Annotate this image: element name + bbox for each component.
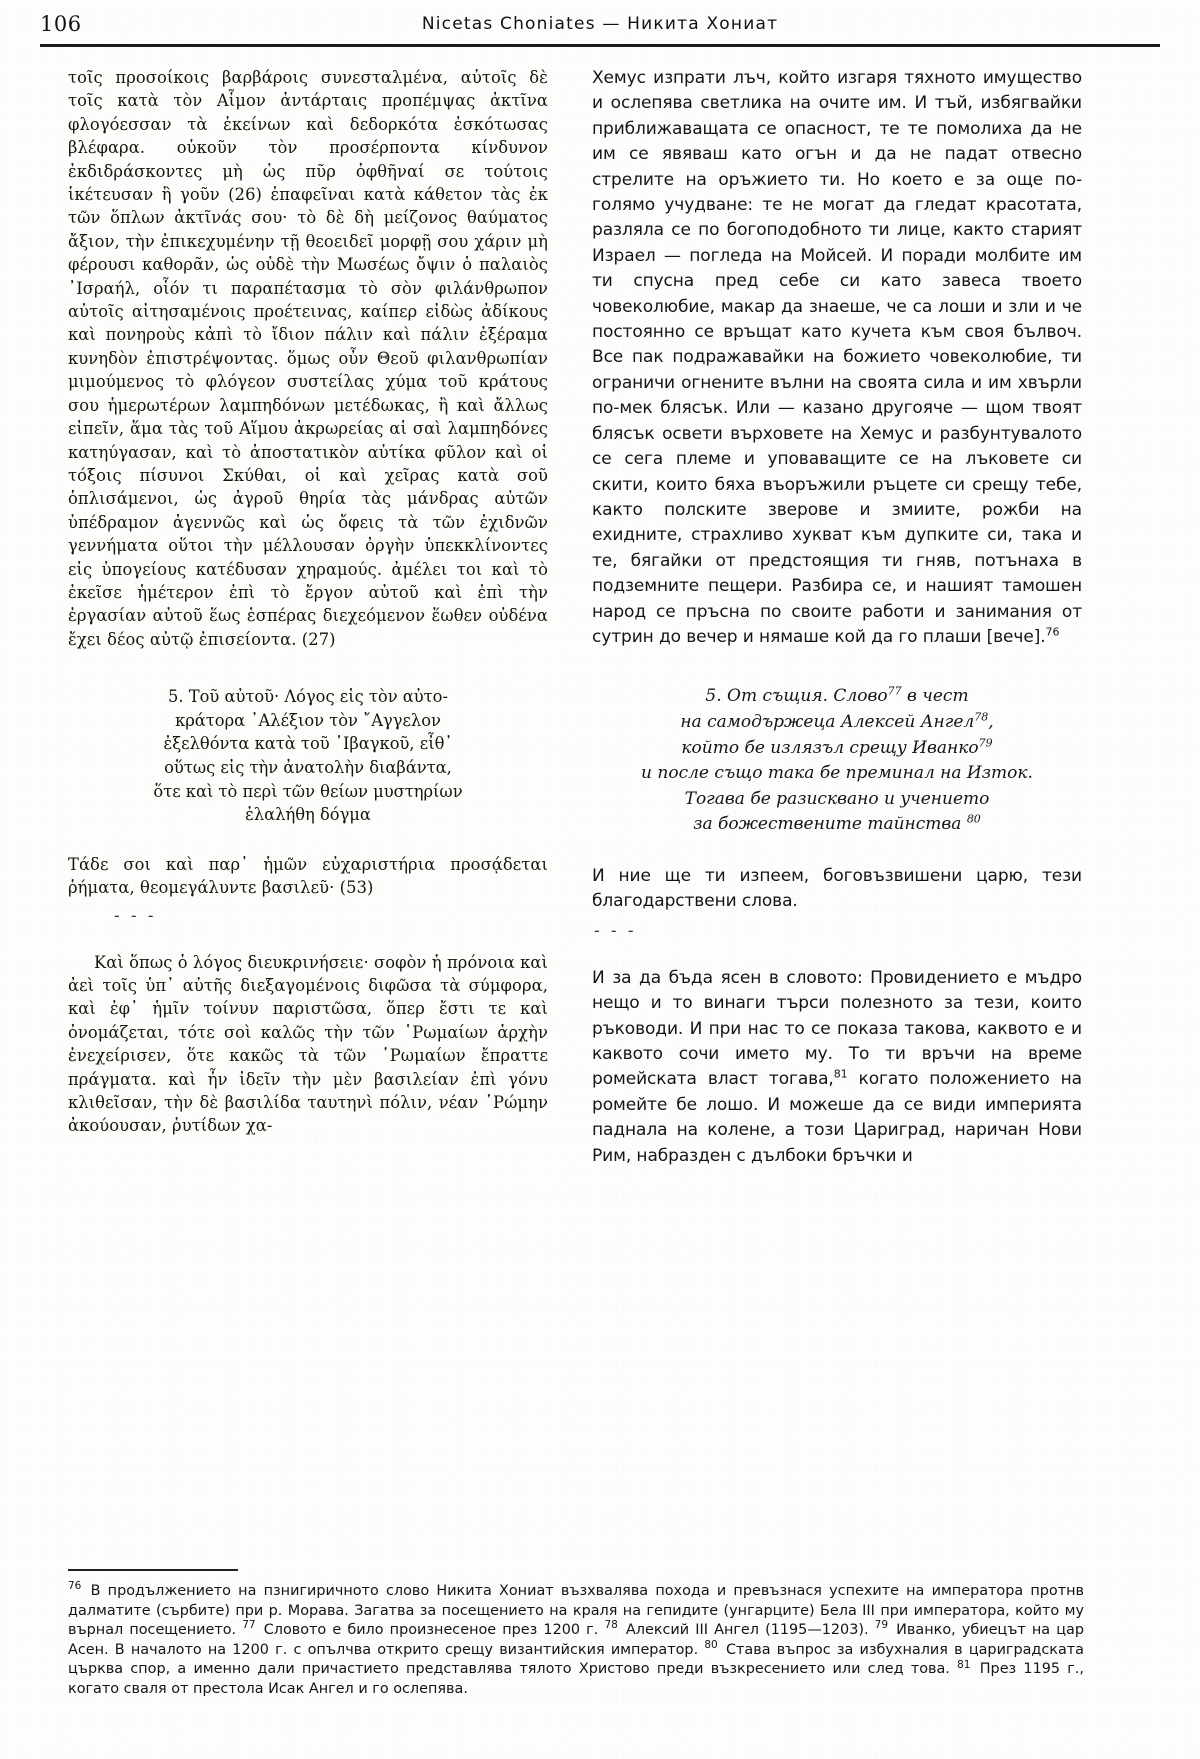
bulgarian-heading-line-5: Тогава бе разисквано и учението	[684, 788, 990, 809]
bulgarian-heading-line-4: и после също така бе преминал на Изток.	[641, 763, 1033, 784]
greek-heading-line-6: ἐλαλήθη δόγμα	[245, 805, 371, 825]
greek-heading-line-4: οὕτως εἰς τὴν ἀνατολὴν διαβάντα,	[164, 757, 452, 777]
left-column-greek	[68, 66, 548, 1138]
bulgarian-separator-dashes: - - -	[594, 920, 637, 940]
page-number: 106	[40, 12, 82, 36]
greek-heading-line-2: κράτορα ᾿Αλέξιον τὸν ῎Αγγελον	[175, 710, 441, 730]
bulgarian-heading-line-1: 5. От същия. Слово$^{77}$ в чест	[705, 684, 969, 707]
running-title: Nicetas Choniates — Никита Хониат	[421, 14, 779, 34]
greek-separator-dashes: - - -	[114, 905, 157, 925]
bulgarian-paragraph-1-text: Хемус изпрати лъч, който изгаря тяхното имущество и ослепява светлика на очите им. И тъй, избягвайки приближаващата се опасност, те те помолиха да не им се явяваш като огън и да не падат отвесно стрелите на оръжието ти. Но което е за още по-голямо учудване: те не могат да гледат красотата, разляла се по богоподобното ти лице, както старият Израел — погледа на Мойсей. И поради молбите им ти спусна пред себе си като завеса твоето човеколюбие, макар да знаеше, че са лоши и зли и че постоянно се връщат като кучета към своя бълвоч. Все пак подражавайки на божието човеколюбие, ти ограничи огнените вълни на своята сила и им хвърли по-мек блясък. Или — казано другояче — щом твоят блясък освети върховете на Хемус и разбунтувалото се сега племе и уповаващите се на лъковете си скити, които бяха въоръжили ръцете си срещу тебе, както полските зверове и змиите, рожби на ехидните, страхливо хукват към дупките си, така и те, бягайки от предстоящия ти гняв, потънаха в подземните пещери. Разбира се, и нашият тамошен народ се пръсна по своите работи и занимания от сутрин до вечер и нямаше кой да го плаши [вече].	[592, 68, 1082, 647]
footnote-ref-76: 76	[1045, 625, 1060, 639]
greek-paragraph-3: Καὶ ὅπως ὁ λόγος διευκρινήσειε· σοφὸν ἡ πρόνοια καὶ ἀεὶ τοῖς ὑπ᾿ αὐτῆς διεξαγομένοις διφῶσα τὰ σύμφορα, καὶ ἐφ᾿ ἡμῖν τοίνυν παριστῶσα, ὅπερ ἔστι τε καὶ ὀνομάζεται, τότε σοὶ καλῶς τὴν τῶν ῾Ρωμαίων ἀρχὴν ἐνεχείρισεν, ὅτε κακῶς τὰ τῶν ῾Ρωμαίων ἔπραττε πράγματα. καὶ ἦν ἰδεῖν τὴν μὲν βασιλείαν ἐπὶ γόνυ κλιθεῖσαν, τὴν δὲ βασιλίδα ταυτηνὶ πόλιν, νέαν ῾Ρώμην ἀκούουσαν, ῥυτίδων χα-	[68, 952, 548, 1136]
header-divider	[40, 44, 1160, 47]
greek-heading-line-1: 5. Τοῦ αὐτοῦ· Λόγος εἰς τὸν αὐτο-	[168, 687, 448, 707]
greek-paragraph-2: Τάδε σοι καὶ παρ᾿ ἡμῶν εὐχαριστήρια προσᾴδεται ῥήματα, θεομεγάλυντε βασιλεῦ· (53)	[68, 854, 548, 898]
bulgarian-heading-line-3: който бе излязъл срещу Иванко$^{79}$	[681, 735, 993, 758]
greek-section-heading	[68, 685, 548, 827]
bulgarian-heading-line-2: на самодържеца Алексей Ангел$^{78}$,	[680, 710, 994, 732]
bulgarian-section-heading	[592, 684, 1082, 838]
page-header	[40, 10, 1160, 46]
bulgarian-heading-line-6: за божествените тайнства $^{80}$	[693, 812, 981, 835]
greek-heading-line-5: ὅτε καὶ τὸ περὶ τῶν θείων μυστηρίων	[153, 781, 463, 801]
bulgarian-paragraph-1	[592, 66, 1082, 650]
greek-heading-line-3: ἐξελθόντα κατὰ τοῦ ᾿Ιβαγκοῦ, εἶθ᾿	[163, 734, 453, 754]
right-column-bulgarian	[592, 66, 1082, 1169]
footnotes-block: $^{76}$ В продължението на пзнигиричното слово Никита Хониат възхвалява похода и превъзнася успехите на императора протнв далматите (сърбите) при р. Морава. Загатва за посещението на краля на гепидите (унгарците) Бела III при императора, който му върнал посещението. $^{77}$ Словото е било произнесеное през 1200 г. $^{78}$ Алексий III Ангел (1195—1203). $^{79}$ Иванко, убиецът на цар Асен. В началото на 1200 г. с опълчва открито срещу византийския император. $^{80}$ Става въпрос за избухналия в цариградската църква спор, а именно дали причастието представлява тялото Христово преди възкресението или след това. $^{81}$ През 1195 г., когато сваля от престола Исак Ангел и го ослепява.	[68, 1580, 1085, 1697]
greek-paragraph-1: τοῖς προσοίκοις βαρβάροις συνεσταλμένα, αὐτοῖς δὲ τοῖς κατὰ τὸν Αἷμον ἀντάρταις προπέμψας ἀκτῖνα φλογόεσσαν τὰ ἐκείνων καὶ δεδορκότα ἐσκότωσας βλέφαρα. οὐκοῦν τὸν προσέρποντα κίνδυνον ἐκδιδράσκοντες μὴ ὡς πῦρ ὀφθῆναί σε τούτοις ἱκέτευσαν ἢ γοῦν (26) ἐπαφεῖναι κατὰ κάθετον τὰς ἐκ τῶν ὅπλων ἀκτῖνάς σου· τὸ δὲ δὴ μείζονος θαύματος ἄξιον, τὴν ἐπικεχυμένην τῇ θεοειδεῖ μορφῇ σου χάριν μὴ φέρουσι καθορᾶν, ὡς οὐδὲ τὴν Μωσέως ὄψιν ὁ παλαιὸς ᾿Ισραήλ, οἷόν τι παραπέτασμα τὸ σὸν φιλάνθρωπον αὐτοῖς αἰτησαμένοις προέτεινας, καίπερ εἰδὼς ἀδίκους καὶ πονηροὺς κἀπὶ τὸ ἴδιον πάλιν καὶ πάλιν ἐξέραμα κυνηδὸν ἐπιστρέψοντας. ὅμως οὖν Θεοῦ φιλανθρωπίαν μιμούμενος τὸ φλόγεον συστείλας χύμα τοῦ κράτους σου ἡμερωτέρων λαμπηδόνων μετέδωκας, ἢ καὶ ἄλλως εἰπεῖν, ἅμα τὰς τοῦ Αἵμου ἀκρωρείας αἱ σαὶ λαμπηδόνες κατηύγασαν, καὶ τὸ ἀποστατικὸν αὐτίκα φῦλον καὶ οἱ τόξοις πίσυνοι Σκύθαι, οἱ καὶ χεῖρας κατὰ σοῦ ὁπλισάμενοι, ὡς ἀγροῦ θηρία τὰς μάνδρας αὐτῶν ὑπέδραμον ἀγεννῶς καὶ ὡς ὄφεις τὰ τῶν ἐχιδνῶν γεννήματα οὕτοι τὴν μέλλουσαν ὀργὴν ὑπεκκλίνοντες εἰς ὑπογείους κατέδυσαν χηραμούς. ἀμέλει τοι καὶ τὸ ἐκεῖσε ἡμέτερον ἐπὶ τὸ ἔργον αὐτοῦ καὶ ἐπὶ τὴν ἐργασίαν αὐτοῦ ἕως ἑσπέρας διεχεόμενον ἕωθεν οὐδένα ἔχει δέος αὐτῷ ἐπισείοντα. (27)	[68, 68, 548, 649]
bulgarian-paragraph-2: И ние ще ти изпеем, боговъзвишени царю, тези благодарствени слова.	[592, 865, 1082, 912]
bulgarian-paragraph-3: И за да бъда ясен в словото: Провидението е мъдро нещо и то винаги търси полезното за тези, които ръководи. И при нас то се показа такова, каквото е и каквото сочи името му. То ти връчи на време ромейската власт тогава,$^{81}$ когато положението на ромейте бе лошо. И можеше да се види империята паднала на колене, а този Цариград, наричан Нови Рим, набразден с дълбоки бръчки и	[592, 967, 1082, 1166]
footnote-divider	[68, 1569, 238, 1571]
